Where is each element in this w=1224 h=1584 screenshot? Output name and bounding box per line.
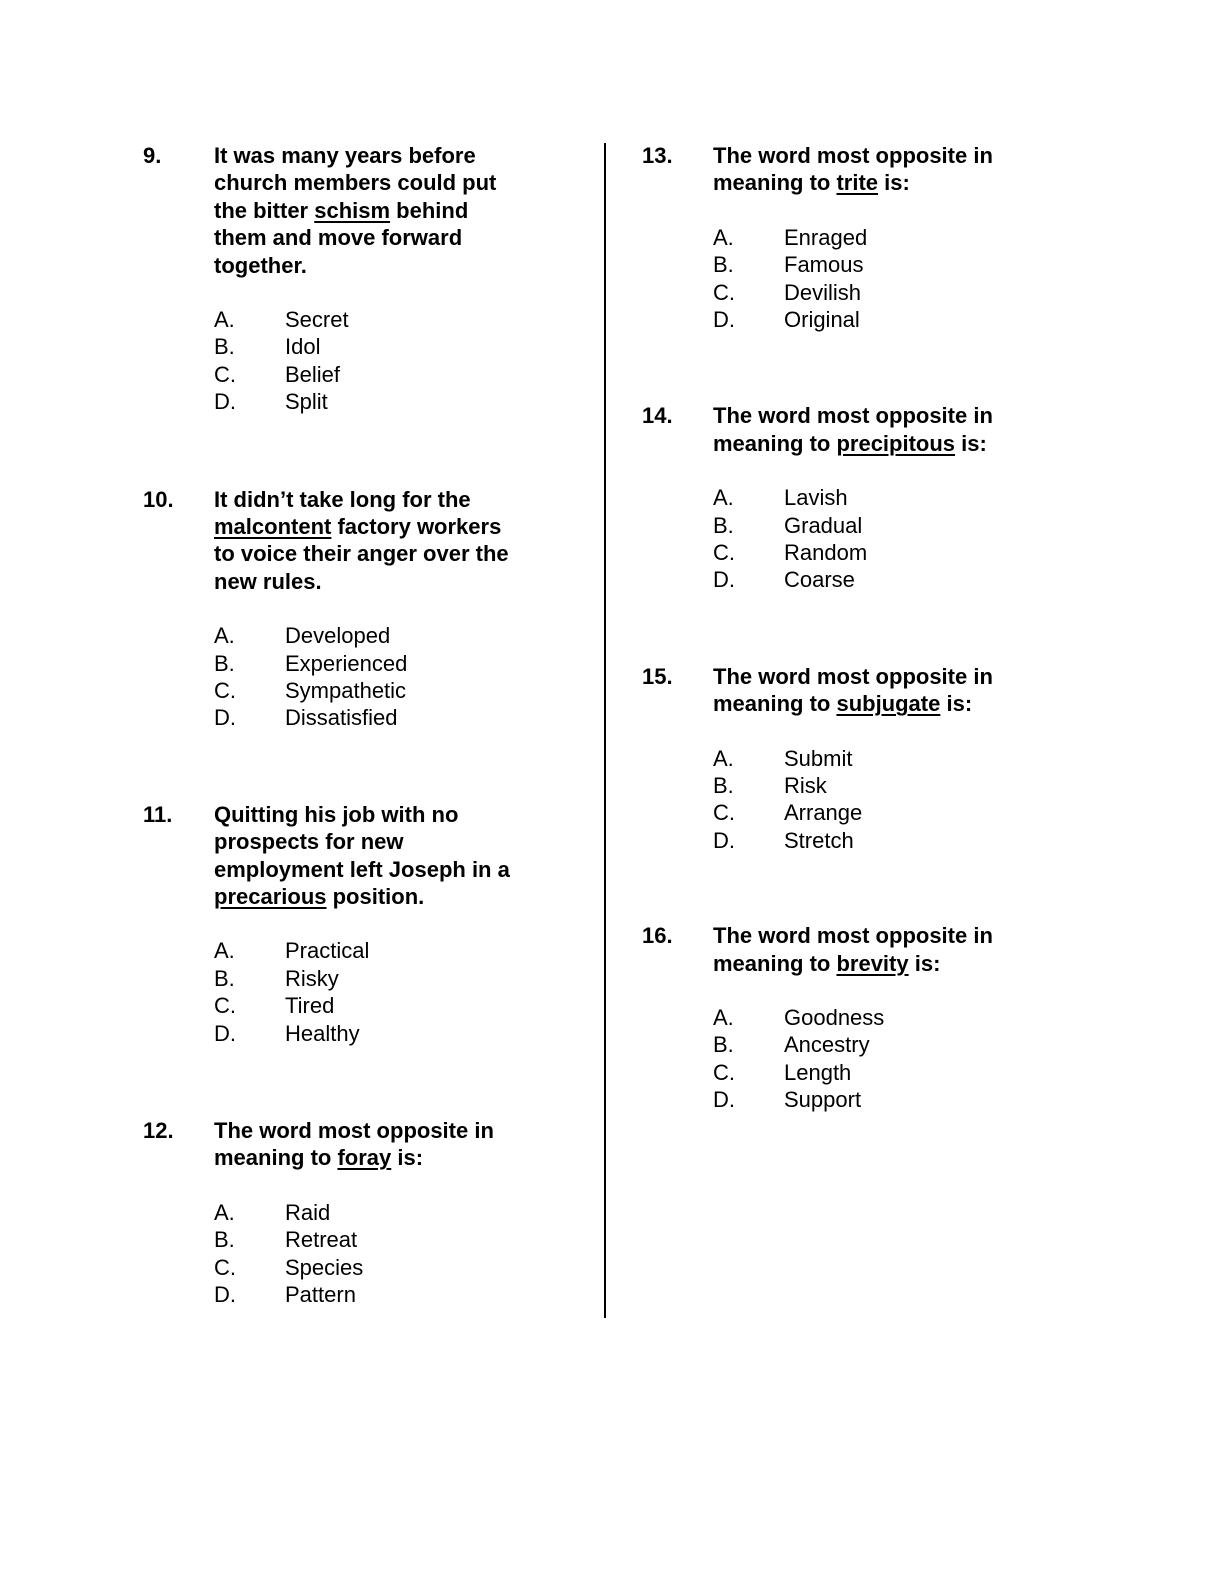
question-text-segment: The word most opposite in — [713, 663, 993, 689]
choice-text: Arrange — [784, 800, 863, 826]
question-prompt — [642, 402, 1092, 457]
question-text-line — [214, 801, 593, 828]
question-text-line — [214, 513, 593, 540]
choice-letter: C. — [713, 1059, 735, 1085]
choice-letter: C. — [214, 361, 236, 387]
choice-text: Coarse — [784, 567, 855, 593]
choice-letter: B. — [214, 1227, 235, 1253]
question-prompt — [642, 142, 1092, 197]
choice-letter: A. — [713, 745, 734, 771]
question-text — [214, 801, 593, 911]
question-text — [214, 1117, 593, 1172]
question-prompt — [143, 142, 593, 279]
question-text-segment: church members could put — [214, 170, 497, 196]
question-text-segment: It didn’t take long for the — [214, 486, 471, 512]
underlined-key-word: precarious — [214, 884, 327, 909]
answer-choice[interactable] — [214, 388, 593, 415]
choice-letter: B. — [713, 512, 734, 538]
question-text-segment: position. — [326, 884, 425, 909]
underlined-key-word: schism — [314, 197, 391, 223]
question-item — [642, 142, 1092, 333]
answer-choices — [713, 224, 1092, 334]
choice-text: Goodness — [784, 1004, 885, 1030]
choice-letter: A. — [214, 623, 235, 649]
question-text-line — [214, 828, 593, 855]
choice-letter: D. — [214, 1020, 236, 1046]
question-text-segment: meaning to — [713, 950, 837, 976]
question-text-line — [214, 252, 593, 279]
answer-choice[interactable] — [713, 224, 1092, 251]
underlined-key-word: subjugate — [836, 691, 941, 717]
question-text-segment: is: — [955, 430, 987, 456]
question-text-segment: new rules. — [214, 568, 322, 594]
question-text-segment: The word most opposite in — [713, 143, 993, 168]
question-text — [713, 142, 1092, 197]
answer-choice[interactable] — [713, 484, 1092, 511]
question-text-segment: behind — [390, 197, 469, 223]
question-item — [143, 801, 593, 1047]
answer-choice[interactable] — [214, 650, 593, 677]
choice-text: Belief — [285, 361, 341, 387]
choice-letter: D. — [713, 567, 735, 593]
answer-choice[interactable] — [214, 361, 593, 388]
choice-letter: A. — [713, 224, 734, 250]
choice-text: Ancestry — [784, 1032, 870, 1058]
choice-text: Split — [285, 389, 328, 415]
choice-letter: D. — [214, 1281, 236, 1307]
answer-choice[interactable] — [713, 827, 1092, 854]
answer-choices — [713, 484, 1092, 594]
question-text — [713, 663, 1092, 718]
choice-text: Species — [285, 1254, 364, 1280]
question-prompt — [143, 486, 593, 596]
question-text-line — [713, 950, 1092, 977]
choice-letter: D. — [713, 1087, 735, 1113]
choice-letter: B. — [214, 965, 235, 991]
choice-letter: C. — [214, 1254, 236, 1280]
choice-text: Devilish — [784, 279, 862, 305]
choice-letter: D. — [214, 389, 236, 415]
question-prompt — [642, 663, 1092, 718]
question-text-line — [713, 169, 1092, 196]
question-text-line — [214, 568, 593, 595]
choice-text: Length — [784, 1059, 852, 1085]
choice-text: Risky — [285, 965, 339, 991]
choice-letter: B. — [214, 650, 235, 676]
choice-text: Raid — [285, 1199, 331, 1225]
answer-choice[interactable] — [713, 1086, 1092, 1113]
answer-choice[interactable] — [713, 1004, 1092, 1031]
question-text-segment: is: — [878, 170, 910, 196]
choice-letter: A. — [713, 1004, 734, 1030]
answer-choice[interactable] — [214, 1226, 593, 1253]
question-number: 11. — [143, 801, 173, 827]
question-item — [642, 663, 1092, 854]
question-text-segment: It was many years before — [214, 143, 476, 168]
question-text-segment: them and move forward — [214, 225, 463, 251]
question-text-segment: Quitting his job with no — [214, 801, 459, 827]
choice-letter: C. — [713, 279, 735, 305]
answer-choice[interactable] — [713, 306, 1092, 333]
underlined-key-word: brevity — [836, 950, 909, 976]
choice-letter: D. — [713, 827, 735, 853]
question-text-segment: is: — [391, 1145, 424, 1171]
question-text-line — [214, 1144, 593, 1171]
question-text-line — [214, 1117, 593, 1144]
answer-choice[interactable] — [713, 745, 1092, 772]
answer-choice[interactable] — [214, 1254, 593, 1281]
question-text-line — [713, 663, 1092, 690]
answer-choice[interactable] — [713, 566, 1092, 593]
question-text-line — [214, 224, 593, 251]
choice-text: Famous — [784, 252, 864, 278]
answer-choice[interactable] — [214, 622, 593, 649]
answer-choice[interactable] — [713, 512, 1092, 539]
choice-letter: A. — [214, 938, 235, 964]
choice-text: Idol — [285, 334, 321, 360]
choice-letter: B. — [713, 772, 734, 798]
question-text-segment: meaning to — [713, 170, 837, 196]
question-text-segment: prospects for new — [214, 829, 404, 855]
choice-letter: A. — [713, 485, 734, 511]
answer-choices — [214, 622, 593, 732]
choice-text: Healthy — [285, 1020, 360, 1046]
answer-choice[interactable] — [214, 333, 593, 360]
question-prompt — [143, 1117, 593, 1172]
choice-text: Sympathetic — [285, 678, 407, 703]
question-text-segment: The word most opposite in — [713, 403, 993, 429]
answer-choice[interactable] — [713, 772, 1092, 799]
answer-choice[interactable] — [214, 1199, 593, 1226]
answer-choice[interactable] — [713, 799, 1092, 826]
column-divider — [604, 143, 606, 1318]
question-number: 14. — [642, 403, 673, 429]
answer-choice[interactable] — [214, 992, 593, 1019]
choice-text: Dissatisfied — [285, 705, 398, 731]
underlined-key-word: foray — [337, 1145, 392, 1171]
left-column — [143, 142, 593, 1308]
choice-letter: C. — [713, 800, 735, 826]
answer-choices — [214, 1199, 593, 1309]
question-text — [713, 402, 1092, 457]
question-text-line — [214, 197, 593, 224]
choice-text: Developed — [285, 623, 391, 649]
choice-text: Lavish — [784, 485, 848, 511]
question-text-segment: factory workers — [331, 514, 502, 539]
question-text-line — [214, 142, 593, 169]
question-text-line — [713, 402, 1092, 429]
question-text-segment: is: — [908, 950, 941, 976]
question-prompt — [143, 801, 593, 911]
question-prompt — [642, 922, 1092, 977]
answer-choices — [713, 1004, 1092, 1114]
question-text-line — [713, 922, 1092, 949]
question-number: 12. — [143, 1117, 174, 1143]
answer-choice[interactable] — [713, 1031, 1092, 1058]
question-text-line — [214, 486, 593, 513]
choice-letter: C. — [214, 993, 236, 1019]
question-text-segment: to voice their anger over the — [214, 541, 509, 567]
question-text-line — [713, 430, 1092, 457]
answer-choice[interactable] — [713, 251, 1092, 278]
choice-letter: C. — [214, 678, 236, 703]
choice-letter: B. — [713, 1032, 734, 1058]
answer-choice[interactable] — [713, 539, 1092, 566]
question-text-line — [713, 690, 1092, 717]
answer-choices — [713, 745, 1092, 855]
right-column — [642, 142, 1092, 1114]
answer-choices — [214, 937, 593, 1047]
question-text-segment: the bitter — [214, 197, 315, 223]
choice-text: Risk — [784, 772, 827, 798]
question-text-segment: meaning to — [713, 430, 837, 456]
choice-text: Practical — [285, 938, 370, 964]
choice-letter: B. — [713, 252, 734, 278]
question-text-segment: The word most opposite in — [713, 923, 993, 949]
answer-choice[interactable] — [214, 937, 593, 964]
question-number: 13. — [642, 143, 673, 168]
choice-text: Original — [784, 306, 860, 332]
answer-choice[interactable] — [214, 306, 593, 333]
choice-text: Random — [784, 539, 868, 565]
choice-text: Enraged — [784, 224, 868, 250]
question-text-segment: The word most opposite in — [214, 1117, 494, 1143]
question-text-line — [214, 540, 593, 567]
choice-letter: A. — [214, 1199, 235, 1225]
choice-text: Retreat — [285, 1227, 358, 1253]
choice-text: Pattern — [285, 1281, 356, 1307]
answer-choice[interactable] — [214, 1020, 593, 1047]
choice-letter: C. — [713, 539, 735, 565]
question-text-line — [214, 856, 593, 883]
choice-letter: B. — [214, 334, 235, 360]
question-text-segment: meaning to — [713, 691, 837, 717]
question-item — [143, 142, 593, 416]
choice-letter: D. — [713, 306, 735, 332]
question-text-line — [713, 142, 1092, 169]
question-item — [642, 402, 1092, 593]
choice-text: Tired — [285, 993, 335, 1019]
question-number: 10. — [143, 486, 174, 512]
question-item — [642, 922, 1092, 1113]
question-text — [214, 142, 593, 279]
question-item — [143, 1117, 593, 1308]
answer-choice[interactable] — [214, 965, 593, 992]
question-text — [713, 922, 1092, 977]
answer-choice[interactable] — [214, 1281, 593, 1308]
choice-letter: A. — [214, 307, 235, 333]
question-item — [143, 486, 593, 732]
question-text-segment: meaning to — [214, 1145, 338, 1171]
question-text-segment: together. — [214, 252, 307, 278]
question-number: 16. — [642, 923, 673, 949]
answer-choice[interactable] — [214, 677, 593, 704]
question-text-segment: employment left Joseph in a — [214, 856, 510, 882]
choice-text: Submit — [784, 745, 853, 771]
underlined-key-word: precipitous — [836, 430, 956, 456]
answer-choices — [214, 306, 593, 416]
question-text-segment: is: — [940, 691, 973, 717]
question-text — [214, 486, 593, 596]
choice-text: Experienced — [285, 650, 408, 676]
choice-letter: D. — [214, 705, 236, 731]
question-text-line — [214, 883, 593, 910]
question-number: 9. — [143, 143, 162, 168]
choice-text: Stretch — [784, 827, 854, 853]
underlined-key-word: trite — [836, 170, 879, 196]
question-number: 15. — [642, 663, 673, 689]
question-text-line — [214, 169, 593, 196]
answer-choice[interactable] — [713, 279, 1092, 306]
choice-text: Secret — [285, 307, 349, 333]
answer-choice[interactable] — [713, 1059, 1092, 1086]
answer-choice[interactable] — [214, 704, 593, 731]
underlined-key-word: malcontent — [214, 514, 332, 539]
choice-text: Support — [784, 1087, 862, 1113]
choice-text: Gradual — [784, 512, 863, 538]
